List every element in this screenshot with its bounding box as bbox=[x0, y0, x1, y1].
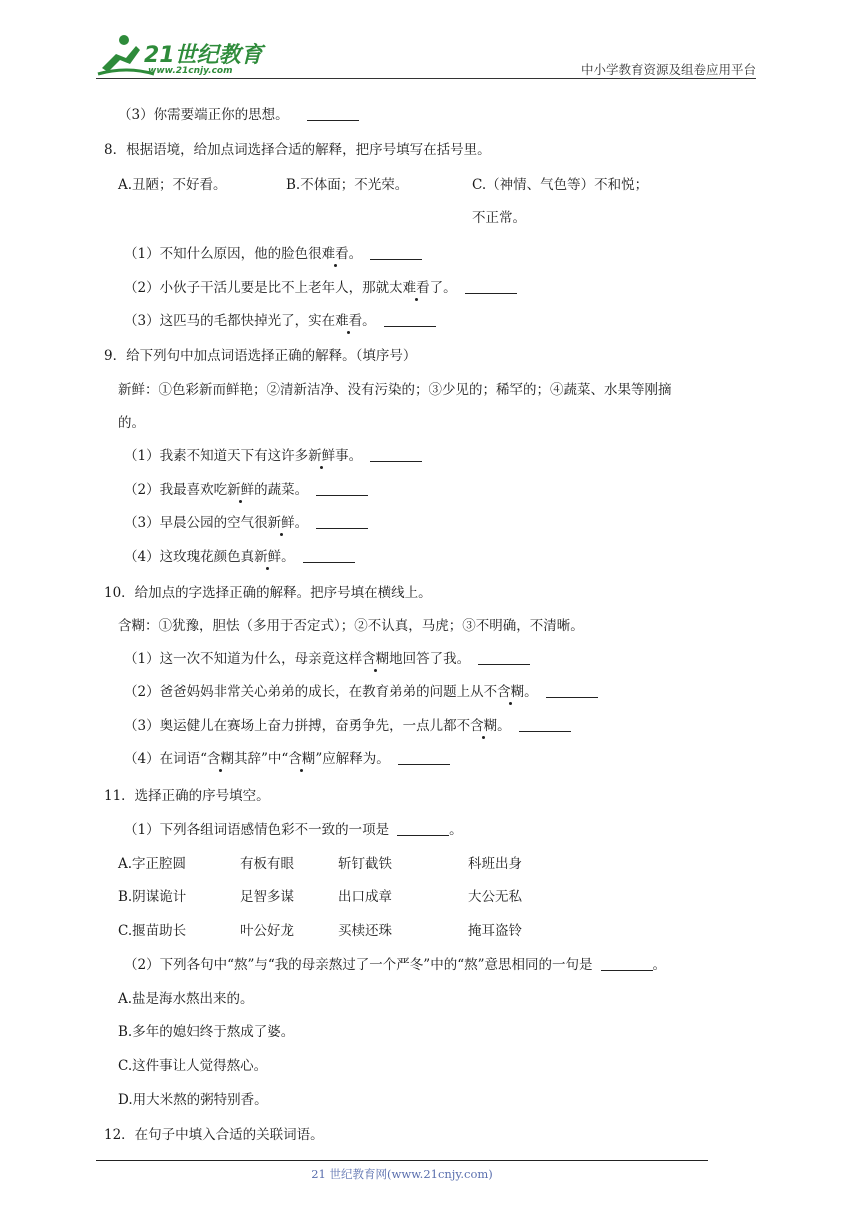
answer-blank[interactable] bbox=[307, 106, 359, 121]
q8-option-c-cont: 不正常。 bbox=[472, 210, 526, 226]
dotted-word: 新鲜 bbox=[267, 515, 295, 531]
answer-blank[interactable] bbox=[519, 717, 571, 732]
dotted-word: 含糊 bbox=[288, 751, 316, 767]
answer-blank[interactable] bbox=[316, 514, 368, 529]
q8-item-1: （1）不知什么原因，他的脸色很难看。 bbox=[124, 244, 422, 264]
q10-definition: 含糊：①犹豫，胆怯（多用于否定式）；②不认真，马虎；③不明确，不清晰。 bbox=[118, 618, 584, 634]
dotted-word: 含糊 bbox=[362, 651, 390, 667]
document-body: （3）你需要端正你的思想。 8．根据语境，给加点词选择合适的解释，把序号填写在括号里。 A.丑陋；不好看。 B.不体面；不光荣。 C.（神情、气色等）不和悦； 不正常。 （1）不知什么原因，他的脸色很难看。 （2）小伙子干活儿要是比不上老年人，那就太难看了。 （3）这匹马的毛都快掉光了，实在难看。 9．给下列句中加点词语选择正确的解释。（填序号） 新鲜：①色彩新而鲜艳；②清新洁净、没有污染的；③少见的；稀罕的；④蔬菜、水果等刚摘 的。 （1）我素不知道天下有这许多新鲜事。 （2）我最喜欢吃新鲜的蔬菜。 （3）早晨公园的空气很新鲜。 （4）这玫瑰花颜色真新鲜。 10．给加点的字选择正确的解释。把序号填在横线上。 含糊：①犹豫，胆怯（多用于否定式）；②不认真，马虎；③不明确，不清晰。 （1）这一次不知道为什么，母亲竟这样含糊地回答了我。 （2）爸爸妈妈非常关心弟弟的成长，在教育弟弟的问题上从不含糊。 （3）奥运健儿在赛场上奋力拼搏，奋勇争先，一点儿都不含糊。 （4）在词语“含糊其辞”中“含糊”应解释为。 11．选择正确的序号填空。 （1）下列各组词语感情色彩不一致的一项是 。 A.字正腔圆 有板有眼 斩钉截铁 科班出身 B.阴谋诡计 足智多谋 出口成章 大公无私 C.揠苗助长 叶公好龙 买椟还珠 掩耳盗铃 （2）下列各句中“熬”与“我的母亲熬过了一个严冬”中的“熬”意思相同的一句是 。 A.盐是海水熬出来的。 B.多年的媳妇终于熬成了婆。 C.这件事让人觉得熬心。 D.用大米熬的粥特别香。 12．在句子中填入合适的关联词语。 bbox=[104, 107, 672, 1143]
logo-text: 21世纪教育 bbox=[144, 43, 263, 68]
answer-blank[interactable] bbox=[465, 279, 517, 294]
q11-option-c: C.这件事让人觉得熬心。 bbox=[118, 1058, 268, 1074]
logo-url: www.21cnjy.com bbox=[148, 66, 233, 76]
q11-part-1: （1）下列各组词语感情色彩不一致的一项是 。 bbox=[124, 822, 463, 838]
q11-option-a: A.盐是海水熬出来的。 bbox=[118, 991, 254, 1007]
dotted-word: 新鲜 bbox=[308, 448, 336, 464]
q10-item-4: （4）在词语“含糊其辞”中“含糊”应解释为。 bbox=[124, 749, 450, 769]
q10-stem: 10．给加点的字选择正确的解释。把序号填在横线上。 bbox=[104, 585, 432, 601]
answer-blank[interactable] bbox=[384, 312, 436, 327]
dotted-word: 含糊 bbox=[470, 718, 498, 734]
footer-text: 21 世纪教育网(www.21cnjy.com) bbox=[311, 1167, 493, 1181]
q9-definition-cont: 的。 bbox=[118, 415, 145, 431]
dotted-word: 新鲜 bbox=[254, 549, 282, 565]
q11-option-b: B.多年的媳妇终于熬成了婆。 bbox=[118, 1024, 295, 1040]
dotted-word: 难看 bbox=[335, 313, 363, 329]
answer-blank[interactable] bbox=[303, 548, 355, 563]
answer-blank[interactable] bbox=[370, 245, 422, 260]
answer-blank[interactable] bbox=[546, 683, 598, 698]
q10-item-3: （3）奥运健儿在赛场上奋力拼搏，奋勇争先，一点儿都不含糊。 bbox=[124, 716, 571, 736]
q11-option-d: D.用大米熬的粥特别香。 bbox=[118, 1092, 268, 1108]
answer-blank[interactable] bbox=[601, 956, 653, 971]
q12-stem: 12．在句子中填入合适的关联词语。 bbox=[104, 1127, 324, 1143]
answer-blank[interactable] bbox=[397, 821, 449, 836]
answer-blank[interactable] bbox=[398, 750, 450, 765]
q8-option-b: B.不体面；不光荣。 bbox=[286, 177, 409, 193]
answer-blank[interactable] bbox=[316, 481, 368, 496]
answer-blank[interactable] bbox=[370, 447, 422, 462]
q9-stem: 9．给下列句中加点词语选择正确的解释。（填序号） bbox=[104, 348, 417, 364]
q9-item-3: （3）早晨公园的空气很新鲜。 bbox=[124, 513, 368, 533]
q10-item-2: （2）爸爸妈妈非常关心弟弟的成长，在教育弟弟的问题上从不含糊。 bbox=[124, 682, 598, 702]
q9-item-2: （2）我最喜欢吃新鲜的蔬菜。 bbox=[124, 480, 368, 500]
q8-item-3: （3）这匹马的毛都快掉光了，实在难看。 bbox=[124, 311, 436, 331]
q9-item-1: （1）我素不知道天下有这许多新鲜事。 bbox=[124, 446, 422, 466]
dotted-word: 难看 bbox=[321, 246, 349, 262]
q7-item-3: （3）你需要端正你的思想。 bbox=[118, 105, 359, 125]
q11-stem: 11．选择正确的序号填空。 bbox=[104, 788, 270, 804]
dotted-word: 含糊 bbox=[497, 684, 525, 700]
q9-definition: 新鲜：①色彩新而鲜艳；②清新洁净、没有污染的；③少见的；稀罕的；④蔬菜、水果等刚摘 bbox=[118, 382, 672, 398]
q10-item-1: （1）这一次不知道为什么，母亲竟这样含糊地回答了我。 bbox=[124, 649, 530, 669]
dotted-word: 难看 bbox=[402, 280, 430, 296]
q8-stem: 8．根据语境，给加点词选择合适的解释，把序号填写在括号里。 bbox=[104, 142, 491, 158]
footer-divider bbox=[96, 1160, 708, 1161]
answer-blank[interactable] bbox=[478, 650, 530, 665]
q8-item-2: （2）小伙子干活儿要是比不上老年人，那就太难看了。 bbox=[124, 278, 517, 298]
dotted-word: 新鲜 bbox=[227, 482, 255, 498]
q8-option-c: C.（神情、气色等）不和悦； bbox=[472, 177, 649, 193]
dotted-word: 含糊 bbox=[207, 751, 234, 767]
q11-part-2: （2）下列各句中“熬”与“我的母亲熬过了一个严冬”中的“熬”意思相同的一句是 。 bbox=[124, 957, 667, 973]
q8-option-a: A.丑陋；不好看。 bbox=[118, 177, 227, 193]
platform-name: 中小学教育资源及组卷应用平台 bbox=[580, 62, 756, 77]
q9-item-4: （4）这玫瑰花颜色真新鲜。 bbox=[124, 547, 355, 567]
